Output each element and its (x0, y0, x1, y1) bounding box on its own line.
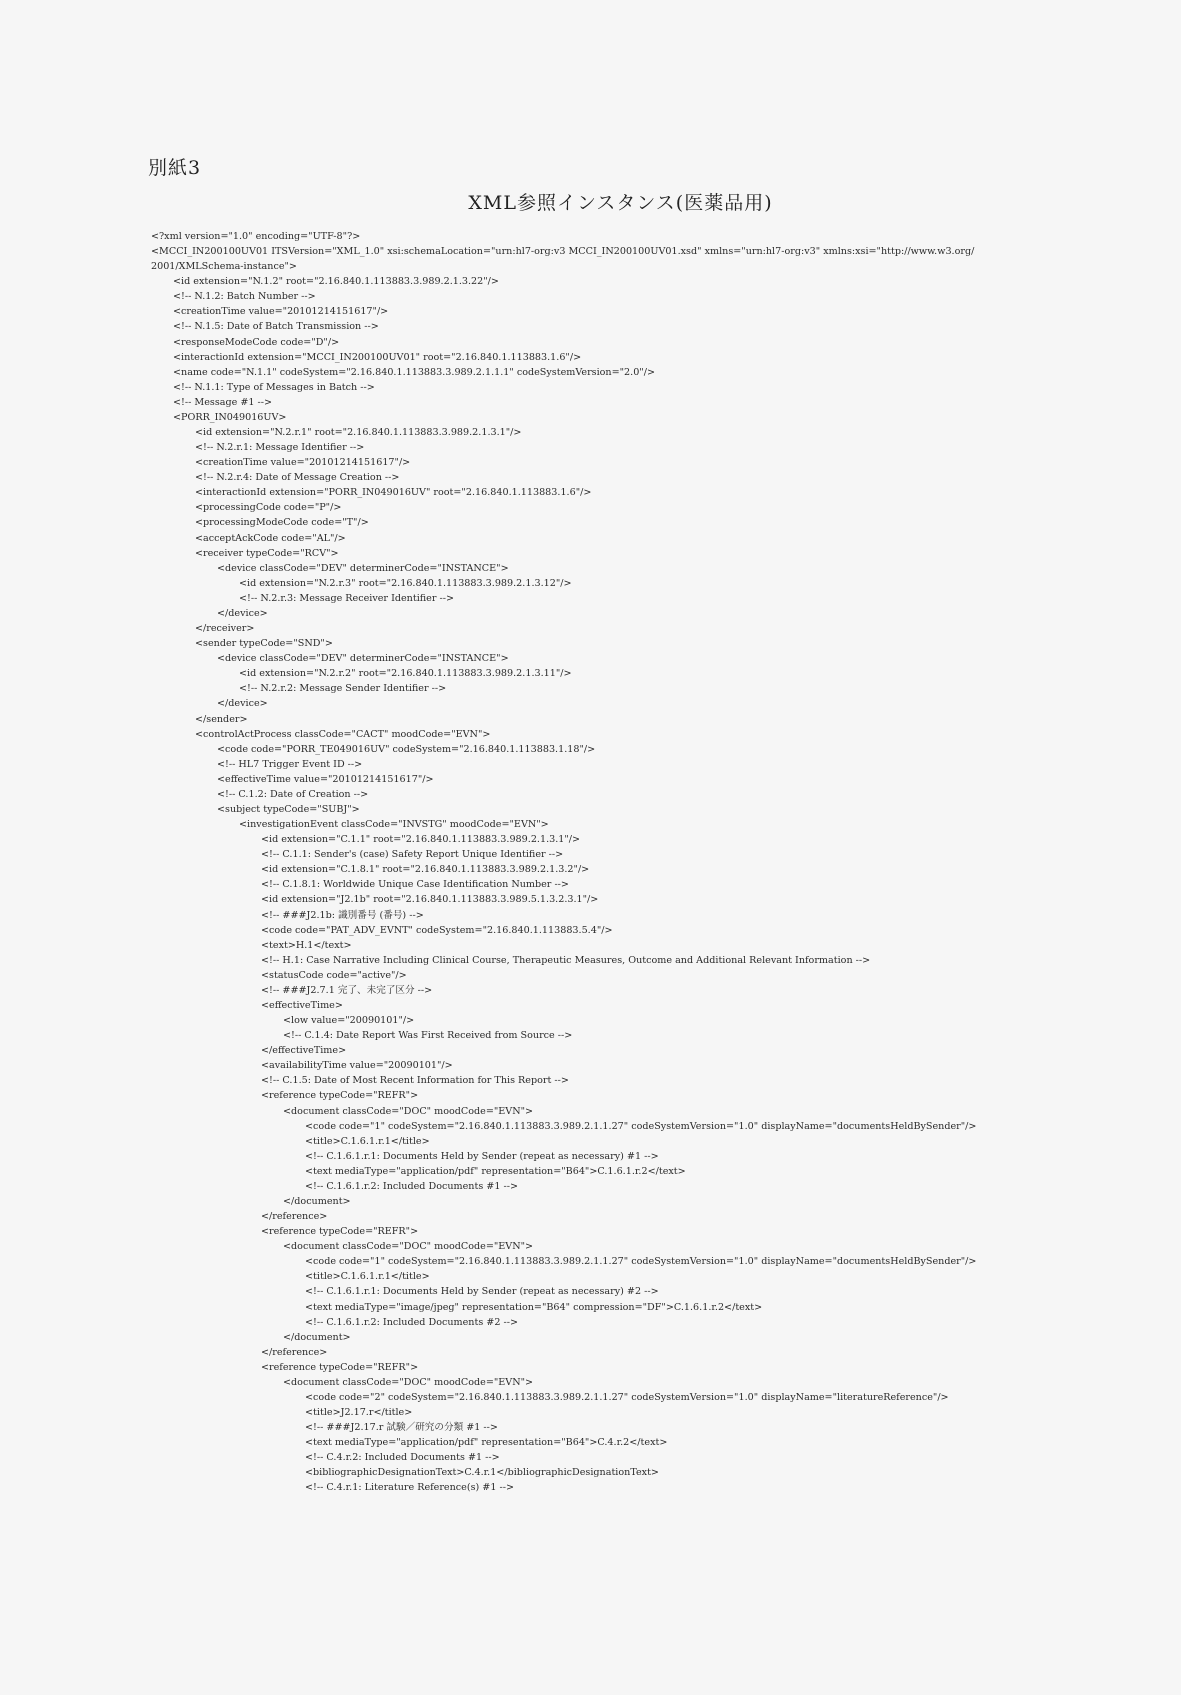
xml-line: <!-- C.1.2: Date of Creation --> (217, 788, 369, 800)
xml-line: <controlActProcess classCode="CACT" moodCode="EVN"> (195, 728, 491, 740)
xml-line: <device classCode="DEV" determinerCode="INSTANCE"> (217, 653, 509, 665)
xml-line: <title>J2.17.r</title> (305, 1407, 413, 1419)
xml-line: <!-- N.2.r.2: Message Sender Identifier --> (239, 683, 447, 695)
xml-line: <document classCode="DOC" moodCode="EVN"> (283, 1241, 534, 1253)
xml-line: <id extension="J2.1b" root="2.16.840.1.113883.3.989.5.1.3.2.3.1"/> (261, 894, 599, 906)
xml-line: <id extension="N.2.r.3" root="2.16.840.1.113883.3.989.2.1.3.12"/> (239, 577, 572, 589)
xml-line: <!-- Message #1 --> (173, 396, 273, 408)
xml-line: <acceptAckCode code="AL"/> (195, 532, 346, 544)
xml-line: <text mediaType="image/jpeg" representation="B64" compression="DF">C.1.6.1.r.2</text> (305, 1301, 763, 1313)
xml-listing (151, 229, 1036, 1496)
xml-line: </receiver> (195, 623, 255, 635)
xml-line: <!-- HL7 Trigger Event ID --> (217, 758, 363, 770)
xml-line: <!-- C.1.6.1.r.2: Included Documents #2 --> (305, 1316, 519, 1328)
xml-line: <document classCode="DOC" moodCode="EVN"> (283, 1105, 534, 1117)
xml-line: <device classCode="DEV" determinerCode="INSTANCE"> (217, 562, 509, 574)
xml-line: <!-- N.1.2: Batch Number --> (173, 291, 316, 303)
xml-line: <receiver typeCode="RCV"> (195, 547, 339, 559)
xml-line: <!-- N.1.5: Date of Batch Transmission --> (173, 321, 379, 333)
xml-line: <effectiveTime> (261, 999, 343, 1011)
xml-line: <creationTime value="20101214151617"/> (195, 457, 411, 469)
xml-line: <document classCode="DOC" moodCode="EVN"> (283, 1376, 534, 1388)
xml-line: <sender typeCode="SND"> (195, 638, 333, 650)
xml-line: <!-- C.1.4: Date Report Was First Received from Source --> (283, 1030, 573, 1042)
xml-line: </device> (217, 607, 268, 619)
xml-line: </device> (217, 698, 268, 710)
xml-line: <name code="N.1.1" codeSystem="2.16.840.1.113883.3.989.2.1.1.1" codeSystemVersion="2.0"/> (173, 366, 655, 378)
xml-line: <MCCI_IN200100UV01 ITSVersion="XML_1.0" xsi:schemaLocation="urn:hl7-org:v3 MCCI_IN200100UV01.xsd" xmlns="urn:hl7-org:v3" xmlns:xsi="http://www.w3.org/ (151, 246, 975, 258)
xml-line: <availabilityTime value="20090101"/> (261, 1060, 453, 1072)
xml-line: <title>C.1.6.1.r.1</title> (305, 1135, 430, 1147)
xml-line: <code code="PAT_ADV_EVNT" codeSystem="2.16.840.1.113883.5.4"/> (261, 924, 613, 936)
xml-line: </sender> (195, 713, 248, 725)
xml-line: <code code="2" codeSystem="2.16.840.1.113883.3.989.2.1.1.27" codeSystemVersion="1.0" displayName="literatureReference"/> (305, 1392, 949, 1404)
xml-line: <id extension="N.2.r.2" root="2.16.840.1.113883.3.989.2.1.3.11"/> (239, 668, 572, 680)
xml-line: <!-- C.1.8.1: Worldwide Unique Case Identification Number --> (261, 879, 569, 891)
xml-line: <processingCode code="P"/> (195, 502, 342, 514)
xml-line: <low value="20090101"/> (283, 1015, 415, 1027)
xml-line: </document> (283, 1196, 351, 1207)
xml-line: <interactionId extension="PORR_IN049016UV" root="2.16.840.1.113883.1.6"/> (195, 487, 592, 499)
xml-line: <!-- C.1.6.1.r.2: Included Documents #1 --> (305, 1180, 519, 1192)
xml-line: <text mediaType="application/pdf" representation="B64">C.4.r.2</text> (305, 1437, 668, 1449)
xml-line: </reference> (261, 1211, 328, 1223)
xml-line: <investigationEvent classCode="INVSTG" moodCode="EVN"> (239, 819, 549, 831)
xml-line: <creationTime value="20101214151617"/> (173, 306, 389, 318)
xml-line: <id extension="N.2.r.1" root="2.16.840.1.113883.3.989.2.1.3.1"/> (195, 427, 522, 439)
xml-line: <!-- N.2.r.3: Message Receiver Identifier --> (239, 592, 455, 604)
xml-line: <reference typeCode="REFR"> (261, 1361, 419, 1373)
xml-line: <effectiveTime value="20101214151617"/> (217, 773, 434, 785)
xml-line: <id extension="C.1.8.1" root="2.16.840.1.113883.3.989.2.1.3.2"/> (261, 864, 590, 876)
xml-line: <interactionId extension="MCCI_IN200100UV01" root="2.16.840.1.113883.1.6"/> (173, 351, 582, 363)
xml-line: <id extension="C.1.1" root="2.16.840.1.113883.3.989.2.1.3.1"/> (261, 834, 581, 846)
xml-line: <text mediaType="application/pdf" representation="B64">C.1.6.1.r.2</text> (305, 1165, 686, 1177)
xml-line: <reference typeCode="REFR"> (261, 1090, 419, 1102)
xml-line: <id extension="N.1.2" root="2.16.840.1.113883.3.989.2.1.3.22"/> (173, 276, 499, 288)
xml-line: <!-- C.1.6.1.r.1: Documents Held by Sender (repeat as necessary) #2 --> (305, 1286, 659, 1298)
xml-line: <code code="PORR_TE049016UV" codeSystem="2.16.840.1.113883.1.18"/> (217, 743, 596, 755)
xml-line: <!-- C.1.1: Sender's (case) Safety Report Unique Identifier --> (261, 849, 564, 861)
xml-line: <text>H.1</text> (261, 939, 352, 951)
xml-line: </reference> (261, 1346, 328, 1358)
xml-line: <!-- ###J2.7.1 完了、未完了区分 --> (261, 984, 433, 996)
xml-line: <statusCode code="active"/> (261, 969, 407, 981)
xml-line: <code code="1" codeSystem="2.16.840.1.113883.3.989.2.1.1.27" codeSystemVersion="1.0" displayName="documentsHeldBySender"/> (305, 1256, 977, 1268)
xml-line: <!-- ###J2.1b: 識別番号 (番号) --> (261, 909, 424, 921)
xml-line: 2001/XMLSchema-instance"> (151, 261, 297, 273)
xml-line: <!-- N.2.r.1: Message Identifier --> (195, 442, 365, 454)
xml-line: <responseModeCode code="D"/> (173, 336, 340, 348)
xml-line: <!-- N.1.1: Type of Messages in Batch --> (173, 381, 375, 393)
xml-line: <PORR_IN049016UV> (173, 411, 287, 423)
xml-line: </effectiveTime> (261, 1045, 347, 1057)
document-title: XML参照インスタンス(医薬品用) (468, 192, 773, 214)
xml-line: <bibliographicDesignationText>C.4.r.1</bibliographicDesignationText> (305, 1467, 659, 1479)
xml-line: <!-- C.1.5: Date of Most Recent Information for This Report --> (261, 1075, 569, 1087)
xml-line: <title>C.1.6.1.r.1</title> (305, 1271, 430, 1283)
xml-line: <!-- C.4.r.2: Included Documents #1 --> (305, 1452, 500, 1464)
xml-line: <reference typeCode="REFR"> (261, 1226, 419, 1238)
xml-line: <code code="1" codeSystem="2.16.840.1.113883.3.989.2.1.1.27" codeSystemVersion="1.0" displayName="documentsHeldBySender"/> (305, 1120, 977, 1132)
xml-line: <processingModeCode code="T"/> (195, 517, 369, 529)
xml-line: </document> (283, 1331, 351, 1343)
xml-line: <!-- C.1.6.1.r.1: Documents Held by Sender (repeat as necessary) #1 --> (305, 1150, 659, 1162)
xml-line: <!-- H.1: Case Narrative Including Clinical Course, Therapeutic Measures, Outcome and Additional Relevant Information --> (261, 954, 871, 966)
xml-line: <!-- ###J2.17.r 試験／研究の分類 #1 --> (305, 1422, 498, 1434)
xml-line: <?xml version="1.0" encoding="UTF-8"?> (151, 231, 361, 242)
xml-line: <!-- C.4.r.1: Literature Reference(s) #1 --> (305, 1482, 515, 1494)
attachment-label: 別紙3 (148, 157, 202, 179)
xml-line: <subject typeCode="SUBJ"> (217, 803, 360, 815)
xml-line: <!-- N.2.r.4: Date of Message Creation --> (195, 472, 400, 484)
